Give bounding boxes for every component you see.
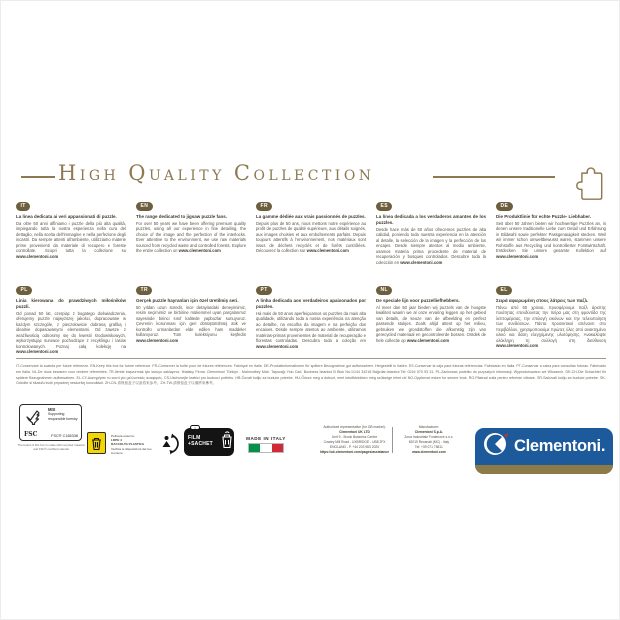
lang-badge-de: DE (496, 202, 513, 211)
plastic-label-caption: Pellicola esterna: LDPE 4 RACCOLTA PLASTICA Verifica le disposizioni del tuo Comune. (111, 434, 152, 455)
fsc-mix-label: MIX (48, 407, 56, 412)
fsc-tree-check-icon (24, 407, 44, 430)
website-url: www.clementoni.com (178, 248, 221, 254)
website-url: www.clementoni.com (496, 343, 539, 349)
lang-heading: Linia kierowana do prawdziwych miłośników puzzli. (16, 298, 126, 309)
website-url: www.clementoni.com (16, 253, 59, 259)
website-url: www.clementoni.com (400, 259, 443, 265)
lang-heading: La gamme dédiée aux vrais passionnés de puzzles. (256, 214, 366, 219)
lang-body-text: Da oltre 50 anni affiniamo i puzzle della più alta qualità, impiegando tutta la nostra esperienza nella cura del dettaglio, nella scelta dell'immagine e nella perfezione degli incastri. Da sempre attenti all'ambiente, utilizziamo materie prime provenienti da materiale di recupero e foreste controllate. Scopri tutta la collezione su (16, 220, 126, 254)
lang-block-tr (136, 278, 246, 355)
lang-badge-pt: PT (256, 286, 272, 295)
lang-heading: Gerçek puzzle hayranları için özel üretilmiş seri. (136, 298, 239, 304)
website-url: www.clementoni.com (306, 248, 349, 254)
fsc-certificate-code: FSC® C165338 (51, 434, 78, 438)
made-in-italy-label: MADE IN ITALY (246, 436, 286, 441)
lang-body-text: Od ponad 50 lat, czerpiąc z bogatego doświadczenia, oferujemy puzzle najwyższej jakości, dopracowane w każdym szczególe, z pieczołowicie dobraną grafiką i idealnie dopasowanymi elementami. Od zawsze z wrażliwością odnosimy się do kwestii środowiskowych, wykorzystując surowce pochodzące z recyklingu i lasów kontrolowanych. Poznaj całą kolekcję na (16, 310, 126, 349)
fsc-claim: Supporting responsible forestry (48, 412, 78, 421)
horizontal-divider (16, 358, 606, 359)
lang-body-text: Há mais de 50 anos aperfeiçoamos os puzzles da mais alta qualidade, utilizando toda a nossa experiência na atenção ao detalhe, na escolha da imagem e na perfeição dos encaixes. Desde sempre atentos ao ambiente, utilizamos matérias-primas provenientes de material de recuperação e florestas controladas. Descubra toda a coleção em (256, 310, 366, 344)
lang-heading: The range dedicated to jigsaw puzzle fans. (136, 214, 228, 219)
title-left-rule (21, 176, 55, 178)
website-url: www.clementoni.com (496, 253, 539, 259)
sachet-label: +SACHET (188, 441, 213, 447)
website-url: www.clementoni.com (406, 337, 450, 343)
clementoni-logo (475, 428, 613, 474)
lang-heading: La línea dedicada a los verdaderos amantes de los puzzles. (376, 214, 486, 225)
lang-block-de (496, 194, 606, 265)
company-addresses (317, 425, 465, 455)
lang-block-it (16, 194, 126, 265)
lang-badge-tr: TR (136, 286, 152, 295)
lang-body-text: 50 yıldan uzun süredir, ince detaylardaki deneyimimiz, resim seçimimiz ve birbirine mükemmel uyan parçalarımız sayesinde birinci sınıf kalitede yapbozlar sunuyoruz. Çevrenin korunması için geri dönüştürülmüş atık ve kontrollü ormanlardan elde edilen ham maddeler kullanıyoruz. Tüm koleksiyonu keşfedin (136, 304, 246, 338)
lang-block-pl (16, 278, 126, 355)
lang-block-pt (256, 278, 366, 355)
lang-badge-pl: PL (16, 286, 32, 295)
plastic-recycling-icon (87, 432, 106, 454)
lang-body-text: Seit über 50 Jahren bieten wir hochwertige Puzzles an, in denen unsere traditionelle Liebe zum Detail und Erfahrung in Bildwahl sowie perfekter Passgenauigkeit stecken. Weil wir immer schon umweltbewusst waren, stammen unsere Rohstoffe aus Recycling und kontrollierter Forstwirtschaft. Entdecken Sie unsere gesamte Kollektion auf (496, 220, 606, 254)
manufacturer-url: www.clementoni.com (412, 449, 446, 454)
lang-heading: De speciale lijn voor puzzelliefhebbers. (376, 298, 460, 304)
page-title: HIGH QUALITY COLLECTION (58, 161, 375, 185)
lang-block-fr (256, 194, 366, 265)
lang-block-en (136, 194, 246, 265)
lang-badge-en: EN (136, 202, 153, 211)
lang-badge-fr: FR (256, 202, 272, 211)
clementoni-logo-gold-bar (475, 465, 613, 474)
legal-fine-print: IT-Conservare la scatola per future referenze. EN-Keep this box for future reference. FR-Conserver la boîte pour de futures références. Fabriqué en Italie. DE-Produktinformationen für spätere Bezugnahme gut aufbewahren. Hergestellt in Italien. ES-Conservar la caja para futuras referencias. Fabricado en Italia. PT-Conservar a caixa para consultas futuras. Fabricado em Itália. NL-De doos bewaren voor verdere referenties. TR-İleride başvurmak için kutuyu saklayınız. İthalatçı Firma: Clementoni Türkiye - Mahmutbey Mah. Taşocağı Yolu Cad. Business İstanbul B Blok No:1/144 34218 Bağcılar-İstanbul Tel: 0216 570 93 31. PL-Zachować pudełko do przyszłych informacji. Wyprodukowano we Włoszech. DE-CH-Die Schachtel für spätere Bezugnahmen aufbewahren. EL-CY-Διατηρήστε το κουτί για μελλοντικές αναφορές. CS-Uschovejte krabici pro budoucí potřebu. HB-Čuvati kutiju za buduće potrebe. HU-Őrizze meg a dobozt, mert későbbiekben még szüksége lehet rá! NO-Oppbevar esken for senere bruk. RO-Păstrați cutia pentru referințe viitoare. SR-Sačuvati kutiju za buduće potrebe. SK-Odložte si škatuľu kvôli prípadnej neskoršej konzultácii. ZH-CN-请保留盒子以备将来参考。ZH-TW-請保留盒子以備將來參考。 (16, 364, 606, 386)
lang-block-el (496, 278, 606, 355)
fsc-caption: The board of this box is made with recycled material and FSC® certified material (17, 443, 85, 451)
made-in-italy (245, 436, 287, 453)
lang-badge-nl: NL (376, 286, 392, 295)
sorting-bin-icon (219, 431, 235, 454)
italy-flag-icon (248, 443, 284, 453)
website-url: www.clementoni.com (136, 337, 179, 343)
lang-heading: A linha dedicada aos verdadeiros apaixonados por puzzles. (256, 298, 366, 309)
manufacturer-address: Manufacturer: Clementoni S.p.A. Zona Industriale Fontenoce s.n.c. 62019 Recanati (MC) - Italy Tel: +39 071 75811 www.clementoni.com (393, 425, 465, 455)
title-right-rule (433, 176, 555, 178)
lang-body-text: Al meer dan 50 jaar bieden wij puzzels van de hoogste kwaliteit waarin we al onze ervaring leggen op het gebied van details, de keuze van de afbeelding en perfect passende stukjes. Zoals altijd attent op het milieu, gebruiken we grondstoffen die afkomstig zijn van gerecycled materiaal en gecontroleerde bossen. Ontdek de hele collectie op (376, 304, 486, 343)
film-label: FILM (188, 435, 201, 442)
lang-heading: La linea dedicata ai veri appassionati di puzzle. (16, 214, 117, 219)
lang-body-text: For over 50 years we have been offering premium quality puzzles, using all our experience in fine detailing, the choice of the image and the perfection of the interlocks. Ever attentive to the environment, we use raw materials sourced from recycled waste and controlled forests. Explore the entire collection on (136, 220, 246, 254)
website-url: www.clementoni.com (256, 343, 299, 349)
lang-body-text: Depuis plus de 50 ans, nous mettons notre expérience au profit de puzzles de qualité supérieure, aux détails soignés, aux images choisies et aux emboîtements parfaits. Depuis toujours attentifs à l'environnement, nos matériaux sont issus de déchets recyclés et de forêts contrôlées. Découvrez la collection sur (256, 220, 366, 254)
clementoni-c-icon (482, 430, 510, 463)
lang-block-nl (376, 278, 486, 355)
lang-badge-it: IT (16, 202, 30, 211)
assistance-url: https://uk.clementoni.com/pages/assistance (320, 449, 390, 454)
info-tri-tab: i (190, 425, 200, 430)
website-url: www.clementoni.com (16, 349, 59, 355)
authorised-representative-address: Authorised representative (for GB market): Clementoni UK LTD Unit 9 - Brook Business Centre Cowley Mill Road - UXBRIDGE - UB8 2FX ENGLAND - P. +44 203 983 2020 https://uk.clementoni.com/pages/assistance (320, 425, 390, 454)
triman-recycling-icon (157, 431, 181, 460)
lang-heading: Die Produktlinie für echte Puzzle- Liebhaber. (496, 214, 592, 219)
lang-body-text: Desde hace más de 50 años ofrecemos puzzles de alta calidad, poniendo toda nuestra experiencia en la atención al detalle, la selección de la imagen y la perfección de los encajes. Desde siempre atentos al medio ambiente, usamos materia prima procedente de material de recuperación y bosques controlados. Descubre toda la colección en (376, 226, 486, 265)
clementoni-wordmark: Clementoni. (514, 437, 606, 455)
lang-badge-es: ES (376, 202, 392, 211)
film-sachet-sorting-label (184, 425, 234, 456)
lang-body-text: Πάνω από 50 χρόνια, προσφέρουμε παζλ άριστης ποιότητας επενδύοντας την πείρα μας στη φροντίδα της λεπτομέρειας, την επιλογή εικόνων και την τελειοποίηση των συνδέσεων. Πάντα προσεκτικοί απέναντι στο περιβάλλον, χρησιμοποιούμε πρώτες ύλες από ανακτημένο υλικό και δάση ελεγχόμενης υλοτόμησης. Ανακαλύψτε ολόκληρη τη συλλογή στη διεύθυνση (496, 304, 606, 343)
fsc-wordmark: FSC (24, 431, 38, 438)
language-blocks (16, 194, 606, 355)
title-row (1, 161, 620, 195)
fsc-label (19, 404, 82, 441)
lang-heading: Σειρά αφιερωμένη στους λάτρεις των παζλ. (496, 298, 589, 304)
lang-block-es (376, 194, 486, 265)
lang-badge-el: EL (496, 286, 512, 295)
